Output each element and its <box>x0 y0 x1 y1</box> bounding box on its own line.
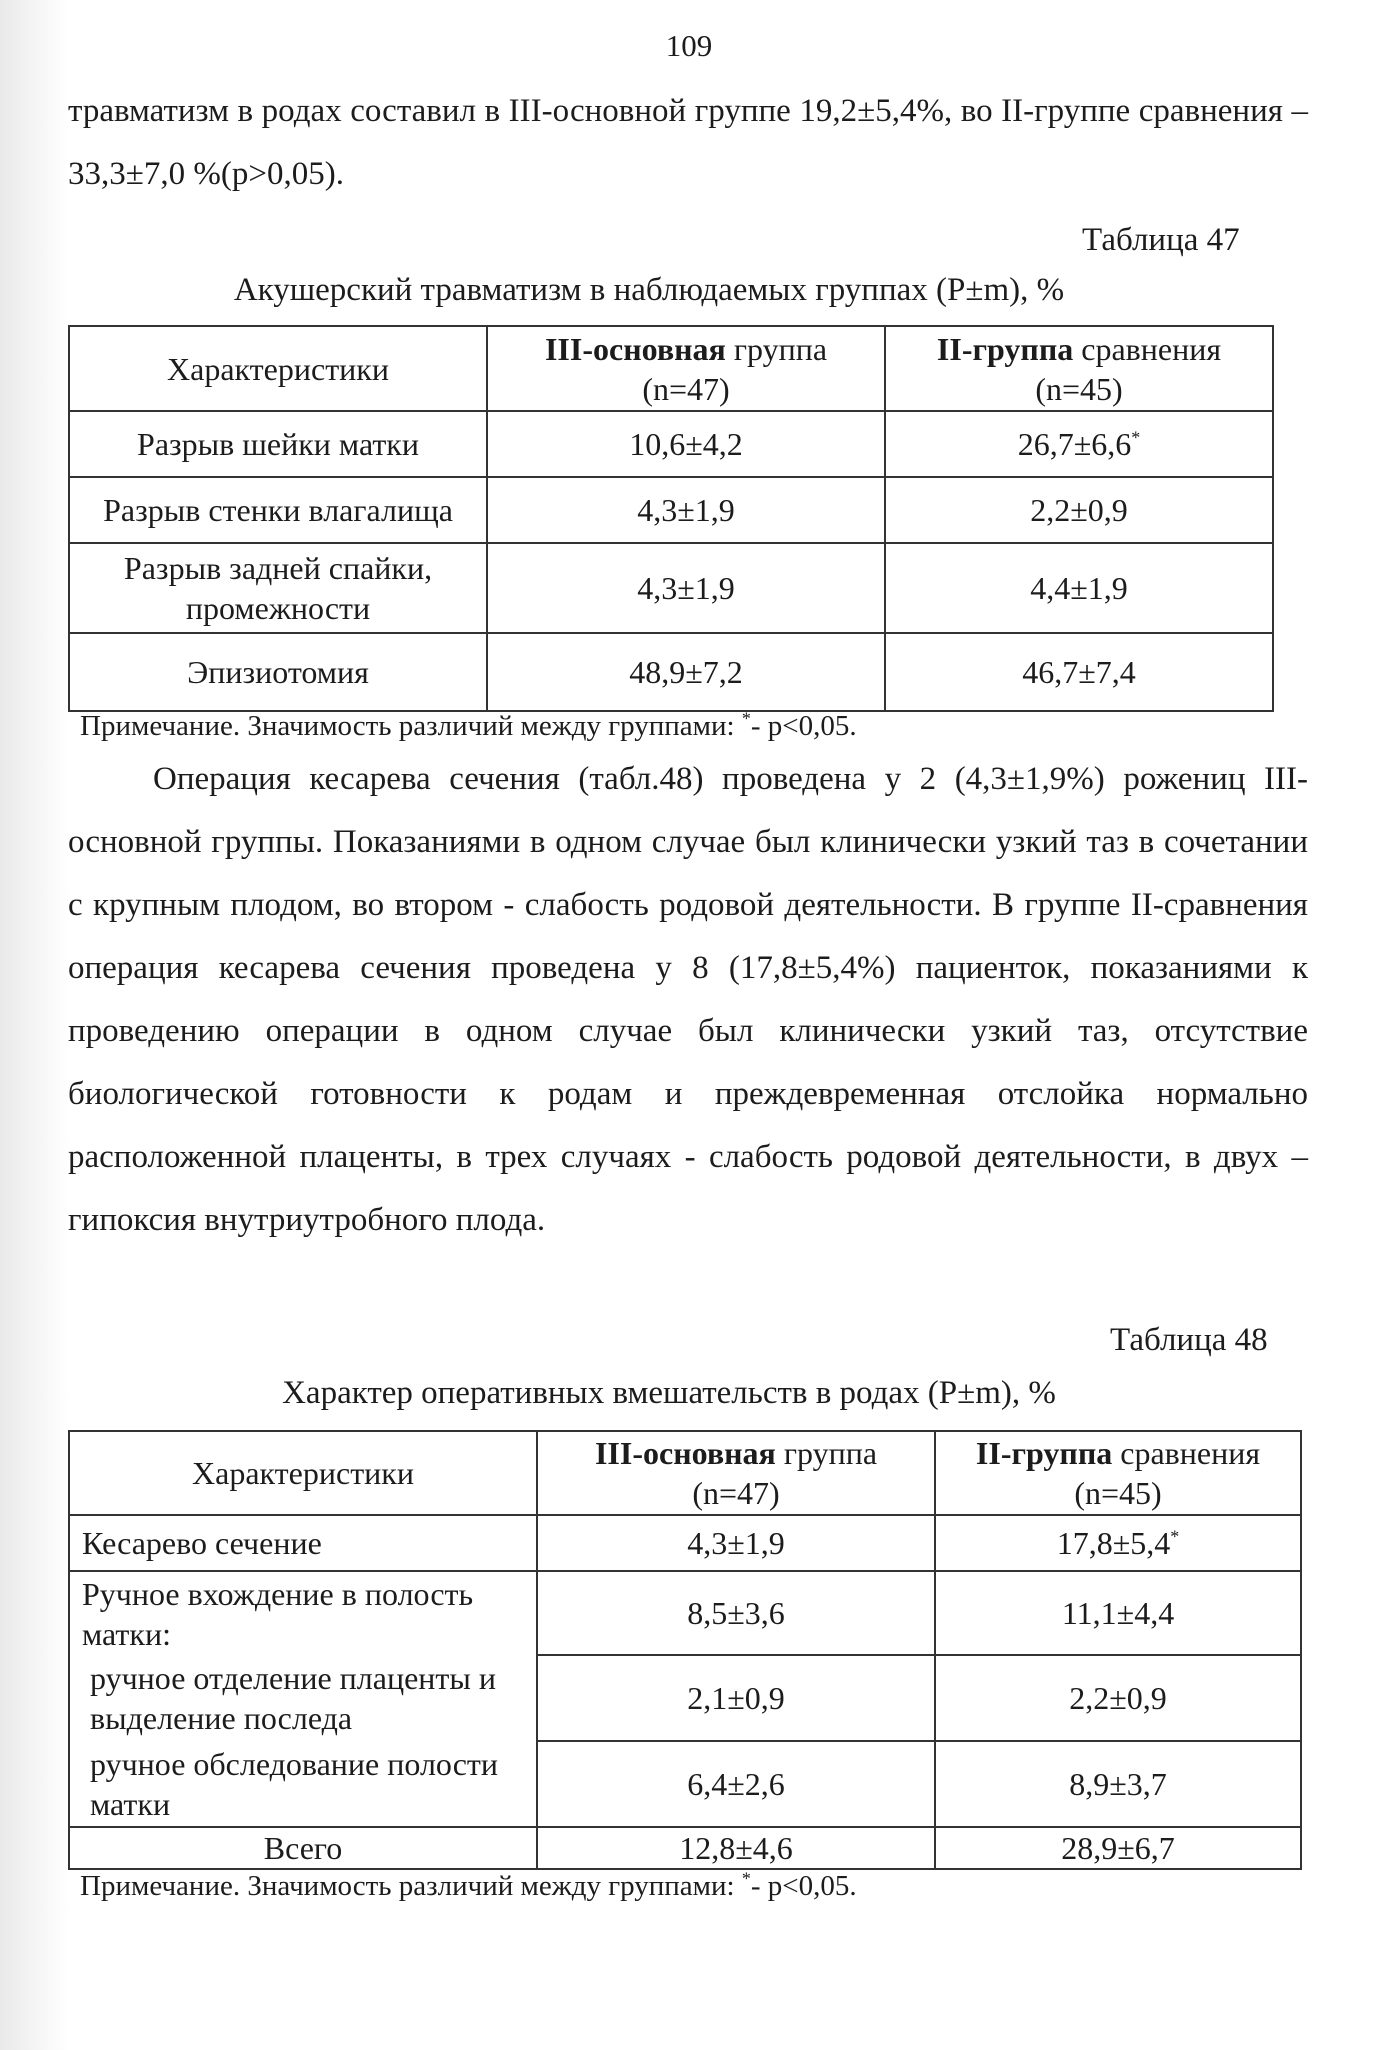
table-47 <box>68 325 1274 712</box>
note-prefix: Примечание. Значимость различий между группами: <box>80 710 742 742</box>
group2-value: 26,7±6,6 <box>1017 426 1132 462</box>
table-48-header-characteristics: Характеристики <box>69 1431 537 1515</box>
note-mark: * <box>741 708 751 729</box>
table-48-header-group2-n: (n=45) <box>1074 1475 1162 1511</box>
row-label: ручное отделение плаценты и выделение последа <box>69 1655 537 1741</box>
table-row <box>69 1515 1301 1571</box>
group2-value-cell <box>885 411 1273 477</box>
table-48-title: Характер оперативных вмешательств в родах (Р±m), % <box>282 1375 1056 1411</box>
row-label: Кесарево сечение <box>69 1515 537 1571</box>
paragraph-2: Операция кесарева сечения (табл.48) проведена у 2 (4,3±1,9%) рожениц III-основной группы. Показаниями в одном случае был клинически узкий таз в сочетании с крупным плодом, во втором - слабость родовой деятельности. В группе II-сравнения операция кесарева сечения проведена у 8 (17,8±5,4%) пациенток, показаниями к проведению операции в одном случае был клинически узкий таз, отсутствие биологической готовности к родам и преждевременная отслойка нормально расположенной плаценты, в трех случаях - слабость родовой деятельности, в двух – гипоксия внутриутробного плода. <box>68 761 1308 1238</box>
table-48-header-group2-rest: сравнения <box>1112 1435 1261 1471</box>
group3-value: 12,8±4,6 <box>537 1827 935 1869</box>
table-row <box>69 1741 1301 1827</box>
table-row <box>69 633 1273 711</box>
row-label: Разрыв шейки матки <box>69 411 487 477</box>
table-48 <box>68 1430 1302 1870</box>
significance-mark: * <box>1170 1526 1180 1547</box>
table-47-header-characteristics: Характеристики <box>69 326 487 411</box>
group2-value-cell <box>935 1515 1301 1571</box>
page-number: 109 <box>665 28 713 63</box>
row-label: Всего <box>69 1827 537 1869</box>
group3-value: 10,6±4,2 <box>487 411 885 477</box>
note-suffix: - р<0,05. <box>750 710 857 742</box>
group2-value: 8,9±3,7 <box>935 1741 1301 1827</box>
group3-value: 6,4±2,6 <box>537 1741 935 1827</box>
table-47-header-group2 <box>885 326 1273 411</box>
table-48-header-group3 <box>537 1431 935 1515</box>
group3-value: 4,3±1,9 <box>487 543 885 633</box>
table-row <box>69 1571 1301 1655</box>
table-48-note <box>80 1870 857 1903</box>
table-47-header-group3-rest: группа <box>725 330 828 367</box>
note-mark: * <box>741 1868 751 1889</box>
table-47-header-group2-n: (n=45) <box>1035 370 1123 407</box>
table-47-header-row <box>69 326 1273 411</box>
table-48-header-group2 <box>935 1431 1301 1515</box>
table-48-header-group3-n: (n=47) <box>692 1475 780 1511</box>
row-label: Разрыв задней спайки, промежности <box>69 543 487 633</box>
row-label: Эпизиотомия <box>69 633 487 711</box>
row-label: ручное обследование полости матки <box>69 1741 537 1827</box>
table-48-header-row <box>69 1431 1301 1515</box>
table-row <box>69 1655 1301 1741</box>
table-row-total <box>69 1827 1301 1869</box>
table-47-header-group3-n: (n=47) <box>642 370 730 407</box>
table-47-title: Акушерский травматизм в наблюдаемых группах (Р±m), % <box>233 272 1065 308</box>
group2-value: 28,9±6,7 <box>935 1827 1301 1869</box>
table-47-header-group3-bold: III-основная <box>544 330 726 367</box>
group2-value: 11,1±4,4 <box>935 1571 1301 1655</box>
table-row <box>69 543 1273 633</box>
group3-value: 4,3±1,9 <box>487 477 885 543</box>
note-prefix: Примечание. Значимость различий между группами: <box>80 1870 742 1902</box>
group3-value: 48,9±7,2 <box>487 633 885 711</box>
group3-value: 4,3±1,9 <box>537 1515 935 1571</box>
table-47-header-group2-rest: сравнения <box>1073 330 1222 367</box>
table-47-number: Таблица 47 <box>1082 222 1240 258</box>
significance-mark: * <box>1131 427 1141 448</box>
table-48-header-group3-rest: группа <box>775 1435 878 1471</box>
note-suffix: - р<0,05. <box>750 1870 857 1902</box>
paragraph-1: травматизм в родах составил в III-основной группе 19,2±5,4%, во II-группе сравнения – 33,3±7,0 %(р>0,05). <box>68 93 1308 192</box>
row-label: Разрыв стенки влагалища <box>69 477 487 543</box>
table-row <box>69 477 1273 543</box>
table-48-header-group2-bold: II-группа <box>975 1435 1113 1471</box>
table-47-header-group3 <box>487 326 885 411</box>
group2-value: 17,8±5,4 <box>1056 1525 1171 1561</box>
group3-value: 8,5±3,6 <box>537 1571 935 1655</box>
group2-value: 46,7±7,4 <box>885 633 1273 711</box>
table-row <box>69 411 1273 477</box>
group2-value: 2,2±0,9 <box>885 477 1273 543</box>
table-47-note <box>80 710 857 743</box>
group2-value: 4,4±1,9 <box>885 543 1273 633</box>
table-47-header-group2-bold: II-группа <box>936 330 1074 367</box>
row-label: Ручное вхождение в полость матки: <box>69 1571 537 1655</box>
table-48-header-group3-bold: III-основная <box>594 1435 776 1471</box>
group3-value: 2,1±0,9 <box>537 1655 935 1741</box>
table-48-number: Таблица 48 <box>1110 1322 1268 1358</box>
group2-value: 2,2±0,9 <box>935 1655 1301 1741</box>
